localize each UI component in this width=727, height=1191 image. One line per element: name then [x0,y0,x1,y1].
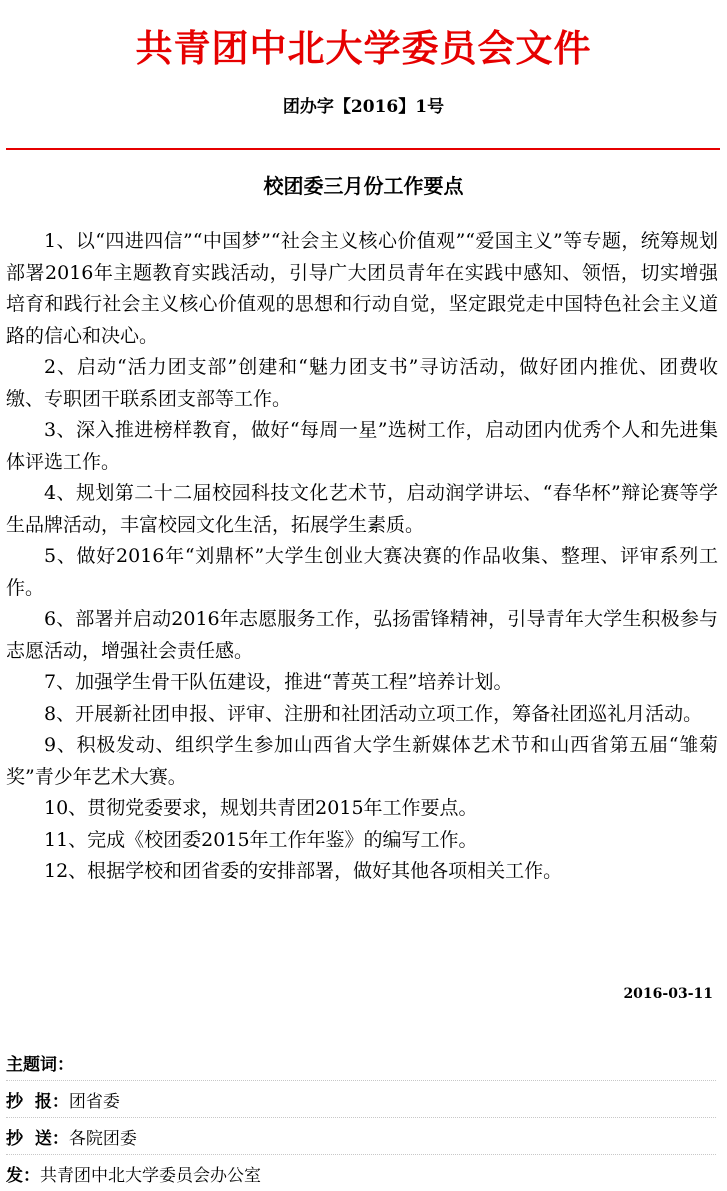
keywords-row [6,1044,716,1081]
work-item: 7、加强学生骨干队伍建设，推进“菁英工程”培养计划。 [44,671,513,693]
report-value: 团省委 [68,1091,120,1112]
work-item: 4、规划第二十二届校园科技文化艺术节，启动润学讲坛、“春华杯”辩论赛等学生品牌活动，丰富校园文化生活，拓展学生素质。 [6,482,718,536]
work-item: 3、深入推进榜样教育，做好“每周一星”选树工作，启动团内优秀个人和先进集体评选工作。 [6,419,718,473]
document-number: 团办字【2016】1号 [282,97,445,117]
issuer-value: 共青团中北大学委员会办公室 [40,1165,261,1186]
copy-value: 各院团委 [68,1128,137,1149]
report-label: 抄 报： [6,1091,69,1112]
work-item: 8、开展新社团申报、评审、注册和社团活动立项工作，筹备社团巡礼月活动。 [44,702,703,725]
work-item: 12、根据学校和团省委的安排部署，做好其他各项相关工作。 [44,860,563,882]
report-row [6,1081,716,1118]
work-item: 2、启动“活力团支部”创建和“魅力团支书”寻访活动，做好团内推优、团费收缴、专职团干联系团支部等工作。 [6,356,718,410]
document-subject: 校团委三月份工作要点 [263,174,464,198]
issuer-row [6,1155,716,1191]
issuer-label: 发： [6,1165,40,1186]
work-item: 11、完成《校团委2015年工作年鉴》的编写工作。 [44,828,478,851]
work-item: 6、部署并启动2016年志愿服务工作，弘扬雷锋精神，引导青年大学生积极参与志愿活动，增强社会责任感。 [6,608,718,662]
work-item: 5、做好2016年“刘鼎杯”大学生创业大赛决赛的作品收集、整理、评审系列工作。 [6,545,718,599]
document-body [6,226,718,888]
copy-label: 抄 送： [6,1128,69,1149]
document-date: 2016-03-11 [623,986,713,1002]
work-item: 9、积极发动、组织学生参加山西省大学生新媒体艺术节和山西省第五届“雏菊奖”青少年艺术大赛。 [6,734,718,788]
copy-row [6,1118,716,1155]
header-divider [6,148,720,150]
work-item: 10、贯彻党委要求，规划共青团2015年工作要点。 [44,797,478,819]
document-footer [6,1044,716,1191]
work-item: 1、以“四进四信”“中国梦”“社会主义核心价值观”“爱国主义”等专题，统筹规划部署2016年主题教育实践活动，引导广大团员青年在实践中感知、领悟，切实增强培育和践行社会主义核心价值观的思想和行动自觉，坚定跟党走中国特色社会主义道路的信心和决心。 [6,230,718,347]
document-title: 共青团中北大学委员会文件 [135,27,592,70]
keywords-label: 主题词： [6,1054,74,1075]
